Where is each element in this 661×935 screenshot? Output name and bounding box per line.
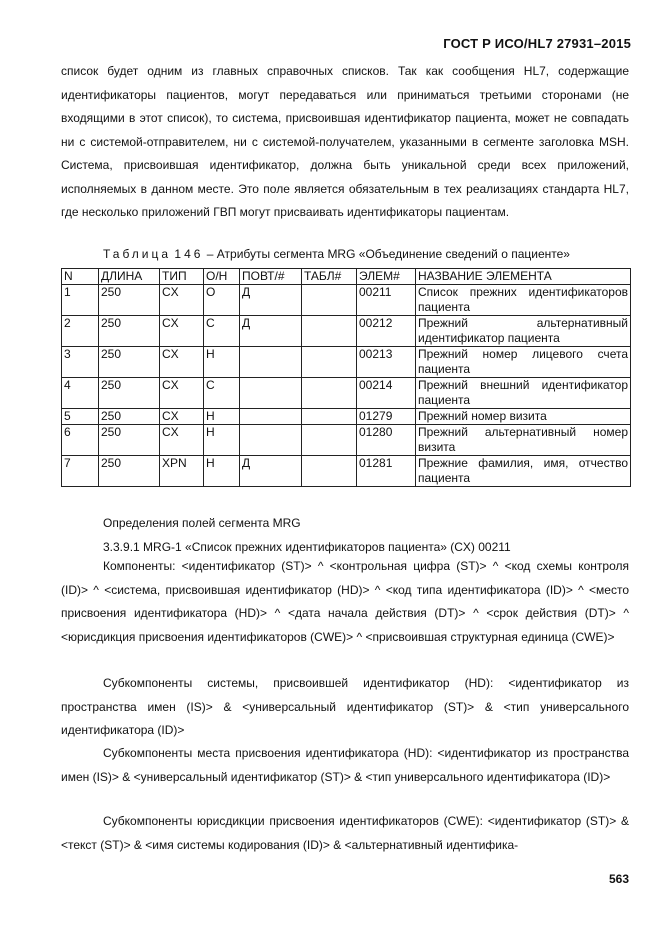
cell-n: 7 (62, 456, 99, 487)
cell-optionality: O (204, 285, 240, 316)
cell-element: 00212 (357, 316, 416, 347)
col-header-type: ТИП (160, 269, 204, 285)
col-header-element-name: НАЗВАНИЕ ЭЛЕМЕНТА (416, 269, 631, 285)
subcomponents-jurisdiction-paragraph: Субкомпоненты юрисдикции присвоения идентификаторов (CWE): <идентификатор (ST)> & <текст (ST)> & <имя системы кодирования (ID)> & <альтернативный идентифика- (61, 814, 629, 852)
cell-type: CX (160, 409, 204, 425)
cell-table (302, 347, 357, 378)
cell-type: CX (160, 316, 204, 347)
cell-element: 00211 (357, 285, 416, 316)
cell-table (302, 378, 357, 409)
cell-element: 00214 (357, 378, 416, 409)
cell-table (302, 285, 357, 316)
components-paragraph: Компоненты: <идентификатор (ST)> ^ <контрольная цифра (ST)> ^ <код схемы контроля (ID)> ^ <система, присвоившая идентификатор (HD)> ^ <код типа идентификатора (ID)> ^ <место присвоения идентификатора (HD)> ^ <дата начала действия (DT)> ^ <срок действия (DT)> ^ <юрисдикция присвоения идентификаторов (CWE)> ^ <присвоившая структурная единица (CWE)> (61, 559, 629, 644)
cell-type: CX (160, 347, 204, 378)
page-number: 563 (608, 872, 629, 886)
cell-length: 250 (99, 456, 160, 487)
cell-element-name: Прежний альтернативный идентификатор пациента (416, 316, 631, 347)
cell-length: 250 (99, 409, 160, 425)
cell-element: 01280 (357, 425, 416, 456)
cell-element-name: Прежний внешний идентификатор пациента (416, 378, 631, 409)
table-body (62, 285, 631, 487)
cell-element-name: Прежний номер визита (416, 409, 631, 425)
table-row (62, 409, 631, 425)
col-header-element: ЭЛЕМ# (357, 269, 416, 285)
cell-length: 250 (99, 285, 160, 316)
cell-repeat (240, 425, 302, 456)
cell-n: 3 (62, 347, 99, 378)
cell-table (302, 425, 357, 456)
cell-element: 01281 (357, 456, 416, 487)
cell-optionality: Н (204, 456, 240, 487)
cell-optionality: C (204, 378, 240, 409)
table-row (62, 316, 631, 347)
cell-repeat (240, 378, 302, 409)
document-header: ГОСТ Р ИСО/HL7 27931–2015 (443, 36, 631, 51)
cell-optionality: Н (204, 425, 240, 456)
cell-length: 250 (99, 425, 160, 456)
cell-table (302, 456, 357, 487)
mrg-attributes-table (61, 268, 631, 487)
field-title: 3.3.9.1 MRG-1 «Список прежних идентификаторов пациента» (CX) 00211 (103, 540, 511, 554)
cell-optionality: Н (204, 347, 240, 378)
table-row (62, 347, 631, 378)
subcomponents-system-paragraph: Субкомпоненты системы, присвоившей идентификатор (HD): <идентификатор из пространства имен (IS)> & <универсальный идентификатор (ST)> & <тип универсального идентификатора (ID)> (61, 676, 629, 737)
cell-repeat: Д (240, 285, 302, 316)
cell-type: CX (160, 425, 204, 456)
cell-table (302, 409, 357, 425)
cell-optionality: Н (204, 409, 240, 425)
col-header-optionality: О/Н (204, 269, 240, 285)
cell-repeat: Д (240, 456, 302, 487)
cell-element: 01279 (357, 409, 416, 425)
cell-repeat: Д (240, 316, 302, 347)
cell-n: 1 (62, 285, 99, 316)
cell-type: XPN (160, 456, 204, 487)
cell-element-name: Прежний альтернативный номер визита (416, 425, 631, 456)
caption-text: – Атрибуты сегмента MRG «Объединение сведений о пациенте» (206, 247, 570, 261)
cell-type: CX (160, 378, 204, 409)
cell-type: CX (160, 285, 204, 316)
cell-n: 4 (62, 378, 99, 409)
cell-n: 6 (62, 425, 99, 456)
col-header-length: ДЛИНА (99, 269, 160, 285)
col-header-n: N (62, 269, 99, 285)
cell-n: 5 (62, 409, 99, 425)
table-row (62, 285, 631, 316)
cell-length: 250 (99, 378, 160, 409)
cell-element-name: Прежние фамилия, имя, отчество пациента (416, 456, 631, 487)
intro-paragraph: список будет одним из главных справочных списков. Так как сообщения HL7, содержащие идентификаторы пациентов, могут передаваться или приниматься третьими сторонами (не входящими в этот список), то система, присвоившая идентификатор пациента, может не совпадать ни с системой-отправителем, ни с системой-получателем, указанными в сегменте заголовка MSH. Система, присвоившая идентификатор, должна быть уникальной среди всех приложений, исполняемых в данном месте. Это поле является обязательным в тех реализациях стандарта HL7, где несколько приложений ГВП могут присваивать идентификаторы пациентам. (61, 64, 629, 219)
cell-repeat (240, 409, 302, 425)
col-header-table: ТАБЛ# (302, 269, 357, 285)
table-row (62, 425, 631, 456)
cell-n: 2 (62, 316, 99, 347)
col-header-repeat: ПОВТ/# (240, 269, 302, 285)
cell-length: 250 (99, 347, 160, 378)
table-row (62, 456, 631, 487)
cell-element-name: Список прежних идентификаторов пациента (416, 285, 631, 316)
table-caption (103, 246, 570, 262)
caption-label: Таблица (103, 247, 172, 261)
cell-repeat (240, 347, 302, 378)
caption-number: 146 (174, 247, 204, 261)
cell-optionality: C (204, 316, 240, 347)
cell-element-name: Прежний номер лицевого счета пациента (416, 347, 631, 378)
table-row (62, 378, 631, 409)
cell-element: 00213 (357, 347, 416, 378)
subcomponents-place-paragraph: Субкомпоненты места присвоения идентификатора (HD): <идентификатор из пространства имен (IS)> & <универсальный идентификатор (ST)> & <тип универсального идентификатора (ID)> (61, 746, 629, 784)
section-heading: Определения полей сегмента MRG (103, 516, 301, 530)
cell-table (302, 316, 357, 347)
cell-length: 250 (99, 316, 160, 347)
table-header-row (62, 269, 631, 285)
